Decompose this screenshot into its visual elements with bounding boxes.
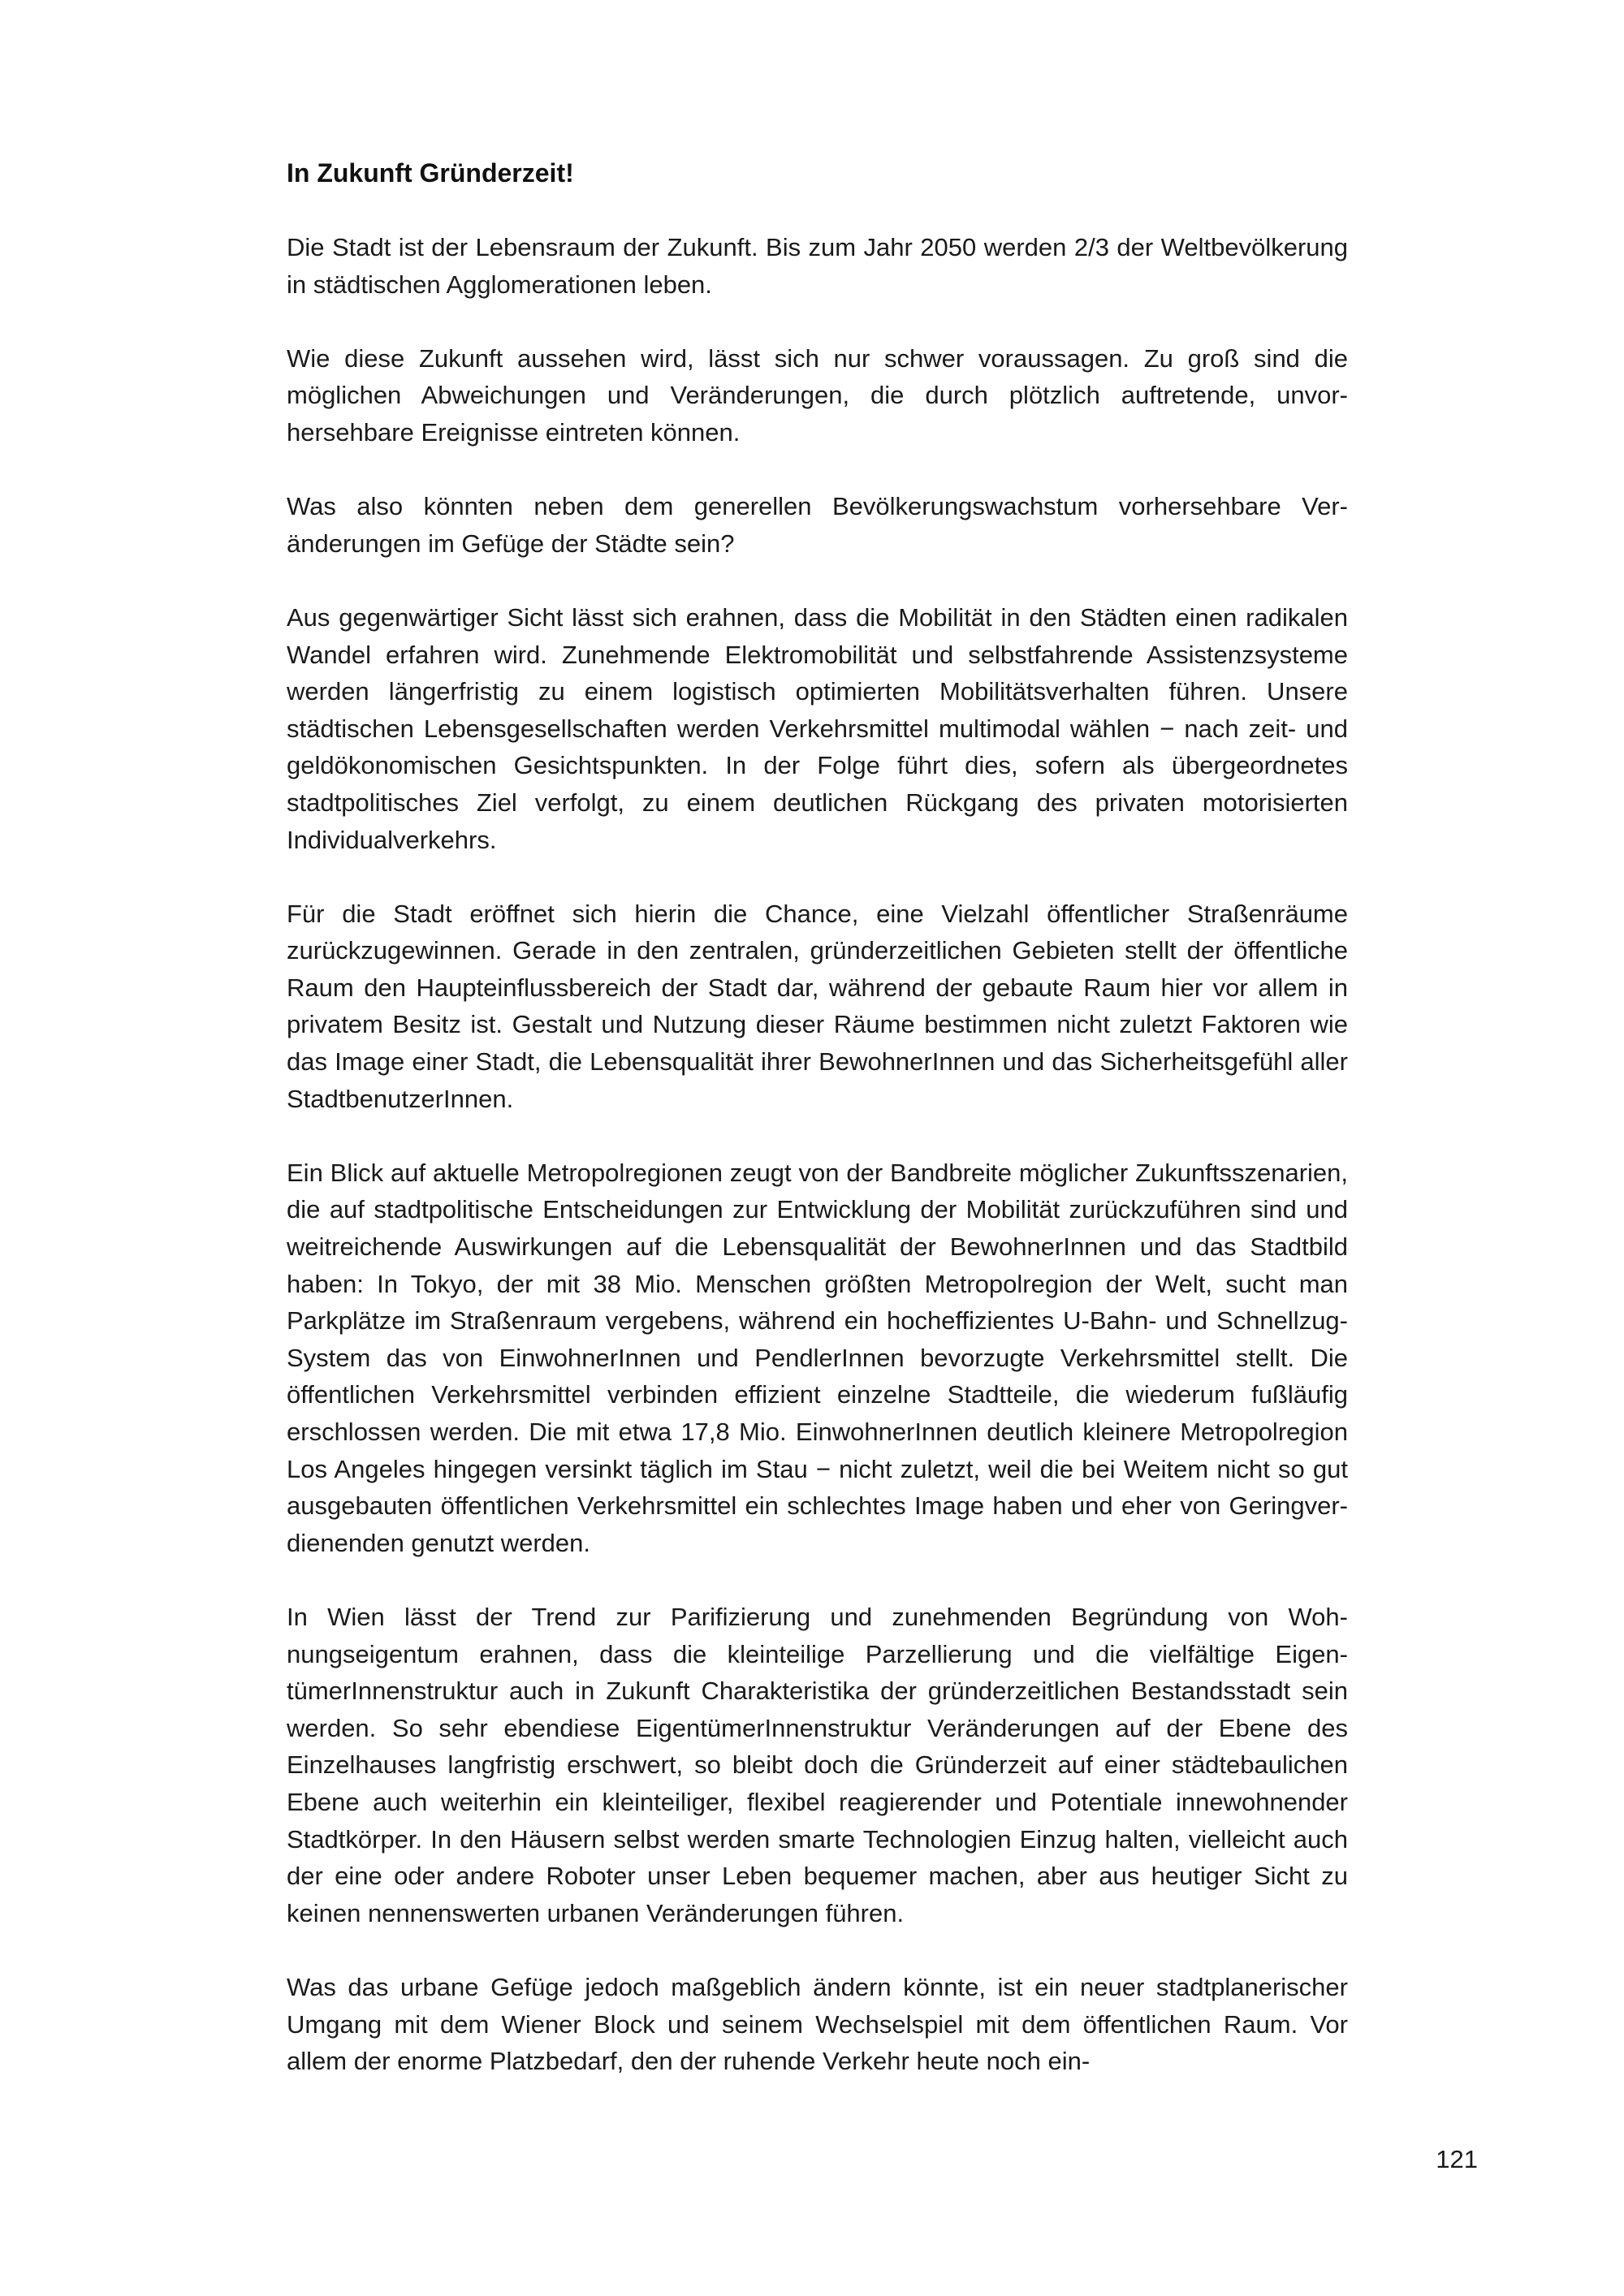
paragraph: Ein Blick auf aktuelle Metropolregionen zeugt von der Bandbreite möglicher Zukunftsszenarien, die auf stadtpolitische Entscheidungen zur Entwicklung der Mobilität zurückzuführen sind und weitreichende Auswirkungen auf die Lebensqualität der BewohnerInnen und das Stadtbild haben: In Tokyo, der mit 38 Mio. Menschen größten Metropolregion der Welt, sucht man Parkplätze im Straßenraum vergebens, während ein hocheffizientes U-Bahn- und Schnellzug-System das von EinwohnerInnen und PendlerInnen bevorzugte Verkehrsmittel stellt. Die öffentlichen Verkehrsmittel verbinden effizient einzelne Stadtteile, die wiederum fußläufig erschlossen werden. Die mit etwa 17,8 Mio. EinwohnerInnen deutlich kleinere Metropolregion Los Angeles hingegen versinkt täglich im Stau − nicht zuletzt, weil die bei Weitem nicht so gut ausgebauten öffentlichen Verkehrsmittel ein schlechtes Image haben und eher von Geringverdienenden genutzt werden. (287, 1158, 1348, 1557)
paragraph: In Wien lässt der Trend zur Parifizierung und zunehmenden Begründung von Wohnungseigentum erahnen, dass die kleinteilige Parzellierung und die vielfältige EigentümerInnenstruktur auch in Zukunft Charakteristika der gründerzeitlichen Bestandsstadt sein werden. So sehr ebendiese EigentümerInnenstruktur Veränderungen auf der Ebene des Einzelhauses langfristig erschwert, so bleibt doch die Gründerzeit auf einer städtebaulichen Ebene auch weiterhin ein kleinteiliger, flexibel reagierender und Potentiale innewohnender Stadtkörper. In den Häusern selbst werden smarte Technologien Einzug halten, vielleicht auch der eine oder andere Roboter unser Leben bequemer machen, aber aus heutiger Sicht zu keinen nennenswerten urbanen Veränderungen führen. (287, 1602, 1348, 1927)
page-number: 121 (1436, 2145, 1478, 2173)
paragraph: Aus gegenwärtiger Sicht lässt sich erahnen, dass die Mobilität in den Städten einen radikalen Wandel erfahren wird. Zunehmende Elektromobilität und selbstfahrende Assistenzsysteme werden längerfristig zu einem logistisch optimierten Mobilitätsverhalten führen. Unsere städtischen Lebensgesellschaften werden Verkehrsmittel multimodal wählen − nach zeit- und geldökonomischen Gesichtspunkten. In der Folge führt dies, sofern als übergeordnetes stadtpolitisches Ziel verfolgt, zu einem deutlichen Rückgang des privaten motorisierten Individualverkehrs. (287, 602, 1348, 854)
paragraph: Was also könnten neben dem generellen Bevölkerungswachstum vorhersehbare Veränderungen im Gefüge der Städte sein? (287, 492, 1348, 558)
main-text-column (287, 154, 1348, 2080)
paragraph: Die Stadt ist der Lebensraum der Zukunft. Bis zum Jahr 2050 werden 2/3 der Weltbevölkerung in städtischen Agglomerationen leben. (287, 233, 1348, 299)
section-heading: In Zukunft Gründerzeit! (287, 158, 574, 188)
paragraph: Für die Stadt eröffnet sich hierin die Chance, eine Vielzahl öffentlicher Straßenräume zurückzugewinnen. Gerade in den zentralen, gründerzeitlichen Gebieten stellt der öffentliche Raum den Haupteinflussbereich der Stadt dar, während der gebaute Raum hier vor allem in privatem Besitz ist. Gestalt und Nutzung dieser Räume bestimmen nicht zuletzt Faktoren wie das Image einer Stadt, die Lebensqualität ihrer BewohnerInnen und das Sicherheitsgefühl aller StadtbenutzerInnen. (287, 899, 1348, 1113)
paragraph: Was das urbane Gefüge jedoch maßgeblich ändern könnte, ist ein neuer stadtplanerischer Umgang mit dem Wiener Block und seinem Wechselspiel mit dem öffentlichen Raum. Vor allem der enorme Platzbedarf, den der ruhende Verkehr heute noch ein- (287, 1972, 1348, 2076)
paragraph: Wie diese Zukunft aussehen wird, lässt sich nur schwer voraussagen. Zu groß sind die möglichen Abweichungen und Veränderungen, die durch plötzlich auftretende, unvorhersehbare Ereignisse eintreten können. (287, 343, 1348, 447)
